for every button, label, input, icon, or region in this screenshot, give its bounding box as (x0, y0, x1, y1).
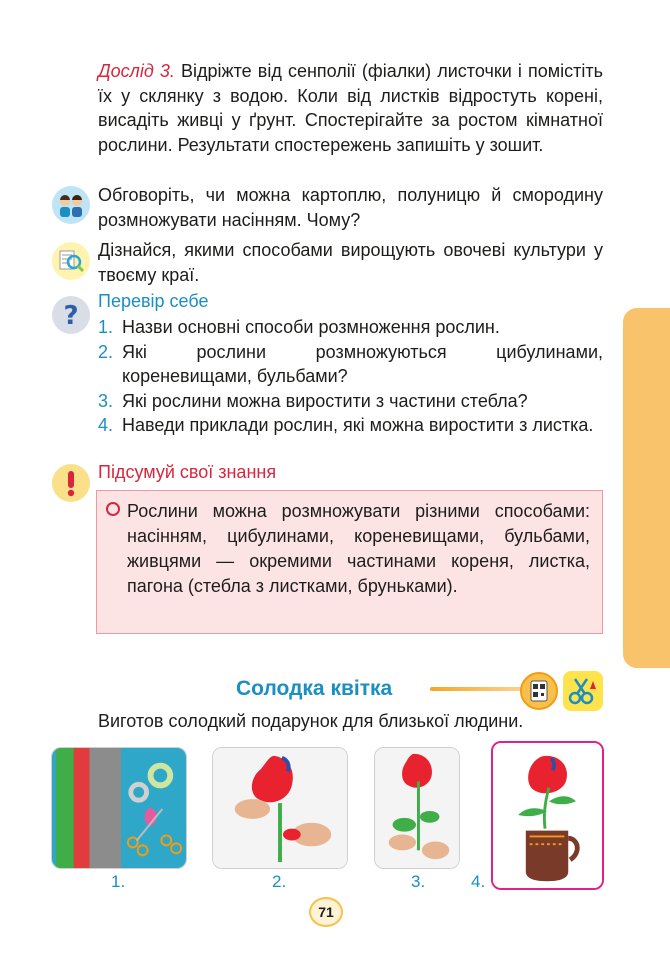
discuss-paragraph: Обговоріть, чи можна картоплю, полуницю й смородину розмножувати насінням. Чому? (98, 185, 603, 230)
experiment-paragraph (98, 59, 603, 157)
finished-flower-photo (491, 741, 604, 890)
two-pupils-icon (52, 186, 90, 224)
page-number: 71 (309, 897, 343, 927)
list-item: 3. Які рослини можна виростити з частини стебла? (98, 390, 528, 411)
experiment-label: Дослід 3. (98, 61, 175, 81)
list-item: 1. Назви основні способи розмноження рослин. (98, 317, 500, 337)
svg-text:?: ? (63, 301, 79, 331)
list-item: 2. Які рослини розмножуються цибулинами, кореневищами, бульбами? (98, 341, 603, 386)
summary-heading: Підсумуй свої знання (98, 462, 277, 482)
research-paragraph: Дізнайся, якими способами вирощують овочеві культури у твоєму краї. (98, 240, 603, 285)
check-yourself-heading: Перевір себе (98, 291, 209, 311)
craft-materials-photo (51, 747, 187, 869)
summary-text: Рослини можна розмножувати різними способами: насінням, цибулинами, кореневищами, бульбами, живцями — окремими частинами кореня, листка, пагона (стебла з листками, бруньками). (127, 501, 590, 596)
scissors-icon (563, 671, 603, 711)
question-icon (52, 296, 90, 334)
craft-subtitle: Виготов солодкий подарунок для близької людини. (98, 711, 524, 731)
craft-step-2-photo (212, 747, 348, 869)
bullet-icon (106, 502, 120, 516)
photo-caption-1: 1. (111, 872, 126, 891)
photo-caption-2: 2. (272, 872, 287, 891)
photo-caption-3: 3. (411, 872, 426, 891)
craft-step-3-photo (374, 747, 460, 869)
question-list (98, 315, 603, 438)
photo-caption-4: 4. (471, 872, 486, 891)
chapter-side-tab (623, 308, 670, 668)
experiment-text: Відріжте від сенполії (фіалки) листочки і помістіть їх у склянку з водою. Коли від листків відростуть корені, висадіть живці у ґрунт. Спостерігайте за ростом кімнатної рослини. Результати спостережень запишіть у зошит. (98, 61, 603, 155)
craft-title: Солодка квітка (236, 677, 393, 700)
summary-box (96, 490, 603, 634)
title-underline (430, 687, 522, 691)
magnifier-icon (52, 242, 90, 280)
list-item: 4. Наведи приклади рослин, які можна виростити з листка. (98, 415, 594, 435)
qr-code-icon (520, 672, 558, 710)
exclamation-icon (52, 464, 90, 502)
